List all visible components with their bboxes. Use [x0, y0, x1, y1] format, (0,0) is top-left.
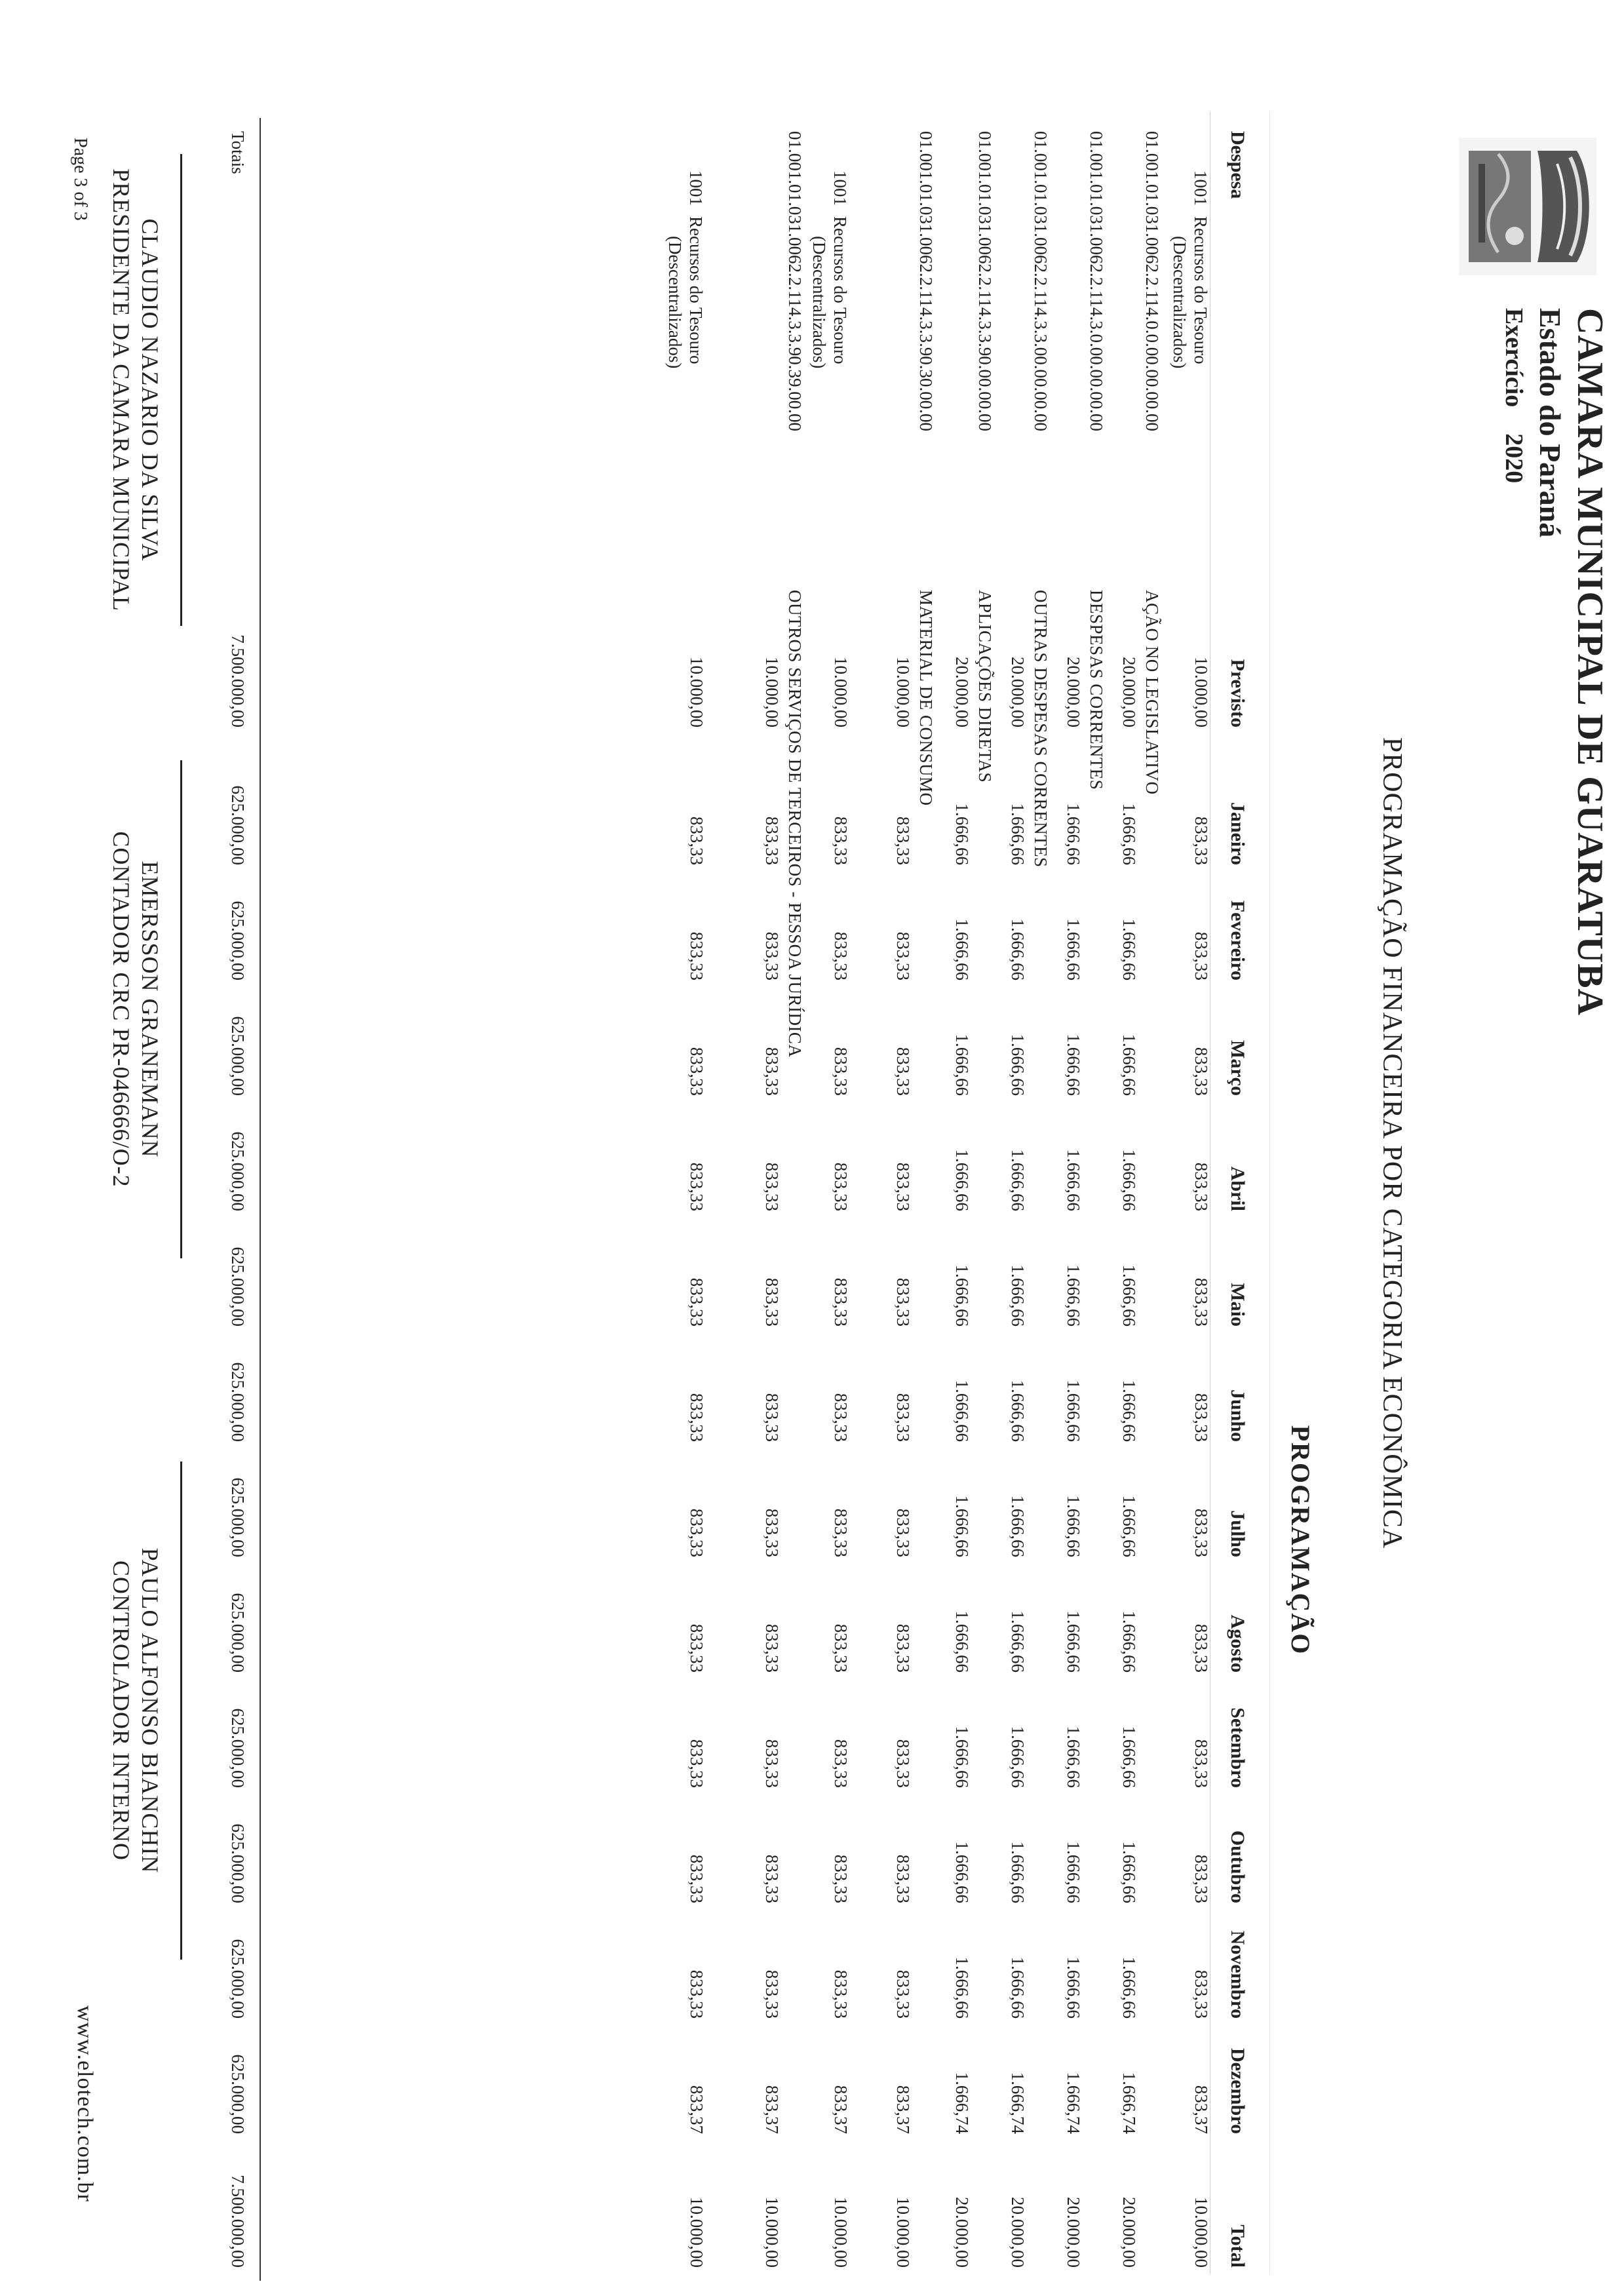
signatory-1-name: CLAUDIO NAZARIO DA SILVA	[137, 218, 163, 562]
row-month-value: 1.666,66	[1119, 1149, 1139, 1211]
row-month-value: 833,33	[687, 1854, 706, 1903]
row-month-value: 1.666,66	[1064, 1034, 1083, 1096]
row-month-value: 1.666,66	[1119, 1610, 1139, 1673]
row-previsto: 10.000,00	[1191, 657, 1211, 727]
col-header-total: Total	[1227, 2224, 1248, 2268]
row-month-value: 833,33	[1191, 1162, 1211, 1211]
row-month-value: 833,33	[1191, 1854, 1211, 1903]
totals-month-value: 625.000,00	[228, 1016, 248, 1096]
row-month-value: 1.666,66	[1119, 1264, 1139, 1327]
row-month-value: 1.666,66	[952, 1380, 972, 1442]
row-month-value: 833,33	[831, 1047, 851, 1096]
row-month-value: 1.666,66	[952, 1610, 972, 1673]
row-month-value: 1.666,66	[952, 803, 972, 865]
row-month-value: 1.666,74	[1119, 2072, 1139, 2134]
row-month-value: 833,33	[687, 1739, 706, 1788]
exercise-label: Exercício	[1500, 308, 1528, 408]
row-month-value: 1.666,66	[1119, 918, 1139, 980]
row-month-value: 833,33	[687, 1623, 706, 1673]
row-month-value: 833,33	[831, 1393, 851, 1442]
signatory-2-role: CONTADOR CRC PR-046666/O-2	[108, 831, 134, 1188]
row-resource-sub: (Descentralizados)	[665, 236, 685, 369]
exercise-year: 2020	[1500, 433, 1528, 484]
row-month-value: 833,33	[831, 1162, 851, 1211]
row-month-value: 1.666,66	[1064, 1841, 1083, 1903]
row-month-value: 1.666,66	[1064, 1956, 1083, 2019]
row-month-value: 1.666,66	[1008, 803, 1028, 865]
row-resource	[1169, 170, 1211, 368]
row-month-value: 833,33	[1191, 1969, 1211, 2019]
totals-label: Totais	[228, 131, 248, 174]
footer-url-link[interactable]: www.elotech.com.br	[73, 2005, 97, 2202]
row-month-value: 833,33	[1191, 1277, 1211, 1327]
row-month-value: 1.666,66	[1119, 1495, 1139, 1557]
row-previsto: 10.000,00	[687, 657, 706, 727]
row-month-value: 833,33	[687, 1393, 706, 1442]
row-month-value: 833,33	[762, 1508, 782, 1557]
row-month-value: 1.666,74	[952, 2072, 972, 2134]
row-resource-name: Recursos do Tesouro	[1191, 216, 1210, 364]
row-month-value: 1.666,66	[952, 1034, 972, 1096]
row-month-value: 1.666,66	[1064, 1610, 1083, 1673]
row-month-value: 833,33	[893, 1162, 913, 1211]
totals-month-value: 625.000,00	[228, 785, 248, 865]
row-total: 10.000,00	[1191, 2197, 1211, 2268]
col-header-despesa: Despesa	[1227, 131, 1248, 199]
row-previsto: 10.000,00	[762, 657, 782, 727]
row-category-label: MATERIAL DE CONSUMO	[916, 590, 936, 806]
row-month-value: 833,33	[762, 1739, 782, 1788]
col-header-month: Outubro	[1227, 1830, 1248, 1903]
row-resource-name: Recursos do Tesouro	[830, 216, 850, 364]
signature-line-1	[180, 154, 182, 626]
row-month-value: 833,33	[893, 1854, 913, 1903]
row-month-value: 833,33	[831, 1854, 851, 1903]
row-category-label: DESPESAS CORRENTES	[1087, 590, 1106, 790]
totals-month-value: 625.000,00	[228, 1477, 248, 1557]
row-resource-name: Recursos do Tesouro	[686, 216, 706, 364]
row-month-value: 833,37	[831, 2085, 851, 2134]
row-month-value: 833,33	[893, 1393, 913, 1442]
col-header-previsto: Previsto	[1227, 659, 1248, 727]
row-month-value: 1.666,66	[1064, 1380, 1083, 1442]
totals-rule	[260, 118, 261, 2281]
row-account-code: 01.001.01.031.0062.2.114.3.3.90.39.00.00	[785, 131, 805, 431]
row-previsto: 20.000,00	[1119, 657, 1139, 727]
totals-month-value: 625.000,00	[228, 1131, 248, 1211]
row-month-value: 1.666,66	[1008, 1034, 1028, 1096]
row-month-value: 1.666,66	[1008, 1841, 1028, 1903]
row-month-value: 833,33	[893, 1739, 913, 1788]
row-previsto: 10.000,00	[831, 657, 851, 727]
row-month-value: 1.666,66	[952, 1956, 972, 2019]
row-month-value: 833,33	[762, 1623, 782, 1673]
totals-month-value: 625.000,00	[228, 901, 248, 980]
row-month-value: 833,33	[893, 1047, 913, 1096]
row-total: 10.000,00	[831, 2197, 851, 2268]
col-header-month: Junho	[1227, 1389, 1248, 1442]
municipal-crest-logo	[1459, 138, 1596, 275]
row-month-value: 833,33	[1191, 1508, 1211, 1557]
row-month-value: 833,33	[762, 1969, 782, 2019]
row-month-value: 1.666,66	[1119, 1841, 1139, 1903]
row-total: 20.000,00	[1064, 2197, 1083, 2268]
row-month-value: 1.666,66	[1119, 1380, 1139, 1442]
row-month-value: 1.666,66	[1008, 1149, 1028, 1211]
row-month-value: 833,33	[893, 1277, 913, 1327]
row-previsto: 20.000,00	[1008, 657, 1028, 727]
row-month-value: 1.666,66	[952, 1841, 972, 1903]
exercise-line	[1499, 308, 1528, 509]
row-month-value: 1.666,74	[1008, 2072, 1028, 2134]
row-month-value: 1.666,66	[1008, 1956, 1028, 2019]
row-month-value: 833,37	[762, 2085, 782, 2134]
row-month-value: 833,33	[1191, 1393, 1211, 1442]
row-month-value: 1.666,66	[1119, 1956, 1139, 2019]
totals-month-value: 625.000,00	[228, 2054, 248, 2134]
row-account-code: 01.001.01.031.0062.2.114.3.3.90.00.00.00	[975, 131, 995, 431]
row-month-value: 833,33	[687, 1969, 706, 2019]
row-month-value: 1.666,66	[1064, 1264, 1083, 1327]
row-category-label: OUTRAS DESPESAS CORRENTES	[1031, 590, 1051, 868]
totals-month-value: 625.000,00	[228, 1362, 248, 1442]
row-month-value: 1.666,66	[1008, 1495, 1028, 1557]
row-month-value: 833,33	[831, 816, 851, 865]
row-month-value: 833,33	[831, 1508, 851, 1557]
row-month-value: 1.666,66	[1064, 1726, 1083, 1788]
totals-previsto: 7.500.000,00	[228, 634, 248, 727]
row-month-value: 1.666,66	[952, 1495, 972, 1557]
row-month-value: 833,33	[893, 816, 913, 865]
row-month-value: 833,33	[831, 1739, 851, 1788]
signatory-1-role: PRESIDENTE DA CAMARA MUNICIPAL	[108, 168, 134, 611]
row-resource-sub: (Descentralizados)	[809, 236, 829, 369]
row-month-value: 1.666,66	[952, 918, 972, 980]
row-month-value: 833,37	[687, 2085, 706, 2134]
col-header-month: Dezembro	[1227, 2047, 1248, 2134]
col-header-month: Abril	[1227, 1166, 1248, 1211]
row-month-value: 1.666,66	[1119, 1034, 1139, 1096]
row-resource	[809, 170, 851, 368]
totals-total: 7.500.000,00	[228, 2175, 248, 2268]
organization-state: Estado do Paraná	[1534, 308, 1567, 538]
signatory-3-role: CONTROLADOR INTERNO	[108, 1560, 134, 1861]
row-month-value: 833,33	[893, 1969, 913, 2019]
col-header-month: Maio	[1227, 1283, 1248, 1327]
row-month-value: 833,33	[762, 1393, 782, 1442]
row-month-value: 833,33	[831, 931, 851, 980]
row-account-code: 01.001.01.031.0062.2.114.3.3.00.00.00.00	[1031, 131, 1051, 431]
row-resource-code: 1001	[1191, 170, 1210, 206]
row-month-value: 833,33	[687, 1162, 706, 1211]
col-header-month: Julho	[1227, 1510, 1248, 1557]
row-month-value: 1.666,66	[952, 1149, 972, 1211]
row-resource-sub: (Descentralizados)	[1170, 236, 1189, 369]
row-month-value: 833,33	[687, 931, 706, 980]
row-total: 20.000,00	[1008, 2197, 1028, 2268]
totals-month-value: 625.000,00	[228, 1247, 248, 1327]
row-month-value: 833,33	[1191, 816, 1211, 865]
row-month-value: 1.666,66	[1008, 1380, 1028, 1442]
row-month-value: 1.666,66	[1064, 918, 1083, 980]
totals-month-value: 625.000,00	[228, 1708, 248, 1788]
row-resource-code: 1001	[686, 170, 706, 206]
row-month-value: 833,33	[762, 1854, 782, 1903]
row-month-value: 1.666,66	[1008, 1264, 1028, 1327]
signature-line-2	[180, 760, 182, 1258]
row-category-label: OUTROS SERVIÇOS DE TERCEIROS - PESSOA JURÍDICA	[785, 590, 805, 1058]
row-month-value: 1.666,66	[1064, 1495, 1083, 1557]
row-month-value: 1.666,66	[1119, 803, 1139, 865]
row-month-value: 833,33	[762, 1277, 782, 1327]
signatory-2-name: EMERSSON GRANEMANN	[137, 861, 163, 1158]
signatory-3-name: PAULO ALFONSO BIANCHIN	[137, 1547, 163, 1874]
row-category-label: AÇÃO NO LEGISLATIVO	[1142, 590, 1162, 795]
row-total: 10.000,00	[893, 2197, 913, 2268]
report-title: PROGRAMAÇÃO FINANCEIRA POR CATEGORIA ECONÔMICA	[1377, 737, 1407, 1549]
row-account-code: 01.001.01.031.0062.2.114.0.0.00.00.00.00	[1142, 131, 1162, 431]
row-month-value: 833,33	[687, 1047, 706, 1096]
row-month-value: 833,33	[687, 1508, 706, 1557]
row-month-value: 833,33	[1191, 1623, 1211, 1673]
row-total: 20.000,00	[952, 2197, 972, 2268]
row-month-value: 833,33	[831, 1969, 851, 2019]
row-account-code: 01.001.01.031.0062.2.114.3.3.90.30.00.00	[916, 131, 936, 431]
row-month-value: 1.666,66	[1064, 1149, 1083, 1211]
row-month-value: 833,33	[1191, 1047, 1211, 1096]
col-header-month: Setembro	[1227, 1707, 1248, 1788]
row-month-value: 833,33	[762, 816, 782, 865]
row-total: 10.000,00	[762, 2197, 782, 2268]
row-month-value: 1.666,66	[952, 1726, 972, 1788]
row-month-value: 833,33	[831, 1277, 851, 1327]
row-account-code: 01.001.01.031.0062.2.114.3.0.00.00.00.00	[1087, 131, 1106, 431]
row-month-value: 1.666,66	[952, 1264, 972, 1327]
row-month-value: 833,33	[762, 931, 782, 980]
row-month-value: 1.666,66	[1008, 918, 1028, 980]
row-total: 20.000,00	[1119, 2197, 1139, 2268]
row-month-value: 833,37	[1191, 2085, 1211, 2134]
row-previsto: 10.000,00	[893, 657, 913, 727]
row-month-value: 1.666,66	[1064, 803, 1083, 865]
programacao-group-header: PROGRAMAÇÃO	[1286, 1425, 1315, 1656]
col-header-month: Fevereiro	[1227, 900, 1248, 980]
row-previsto: 20.000,00	[952, 657, 972, 727]
row-month-value: 1.666,66	[1008, 1726, 1028, 1788]
row-month-value: 1.666,66	[1119, 1726, 1139, 1788]
row-resource-code: 1001	[830, 170, 850, 206]
row-previsto: 20.000,00	[1064, 657, 1083, 727]
row-month-value: 833,33	[1191, 1739, 1211, 1788]
row-month-value: 833,33	[893, 931, 913, 980]
row-month-value: 833,33	[831, 1623, 851, 1673]
row-month-value: 833,33	[687, 816, 706, 865]
row-month-value: 833,37	[893, 2085, 913, 2134]
row-month-value: 833,33	[1191, 931, 1211, 980]
row-category-label: APLICAÇÕES DIRETAS	[975, 590, 995, 783]
row-month-value: 833,33	[893, 1623, 913, 1673]
col-header-month: Janeiro	[1227, 802, 1248, 865]
row-month-value: 833,33	[762, 1047, 782, 1096]
row-month-value: 1.666,74	[1064, 2072, 1083, 2134]
page-number: Page 3 of 3	[70, 138, 90, 221]
col-header-month: Março	[1227, 1040, 1248, 1096]
col-header-month: Agosto	[1227, 1614, 1248, 1673]
row-resource	[665, 170, 706, 368]
row-month-value: 1.666,66	[1008, 1610, 1028, 1673]
row-month-value: 833,33	[893, 1508, 913, 1557]
signature-line-3	[180, 1462, 182, 1960]
totals-month-value: 625.000,00	[228, 1939, 248, 2019]
totals-month-value: 625.000,00	[228, 1823, 248, 1903]
row-month-value: 833,33	[762, 1162, 782, 1211]
organization-title: CAMARA MUNICIPAL DE GUARATUBA	[1570, 308, 1610, 1017]
col-header-month: Novembro	[1227, 1930, 1248, 2019]
totals-month-value: 625.000,00	[228, 1593, 248, 1673]
row-month-value: 833,33	[687, 1277, 706, 1327]
row-total: 10.000,00	[687, 2197, 706, 2268]
